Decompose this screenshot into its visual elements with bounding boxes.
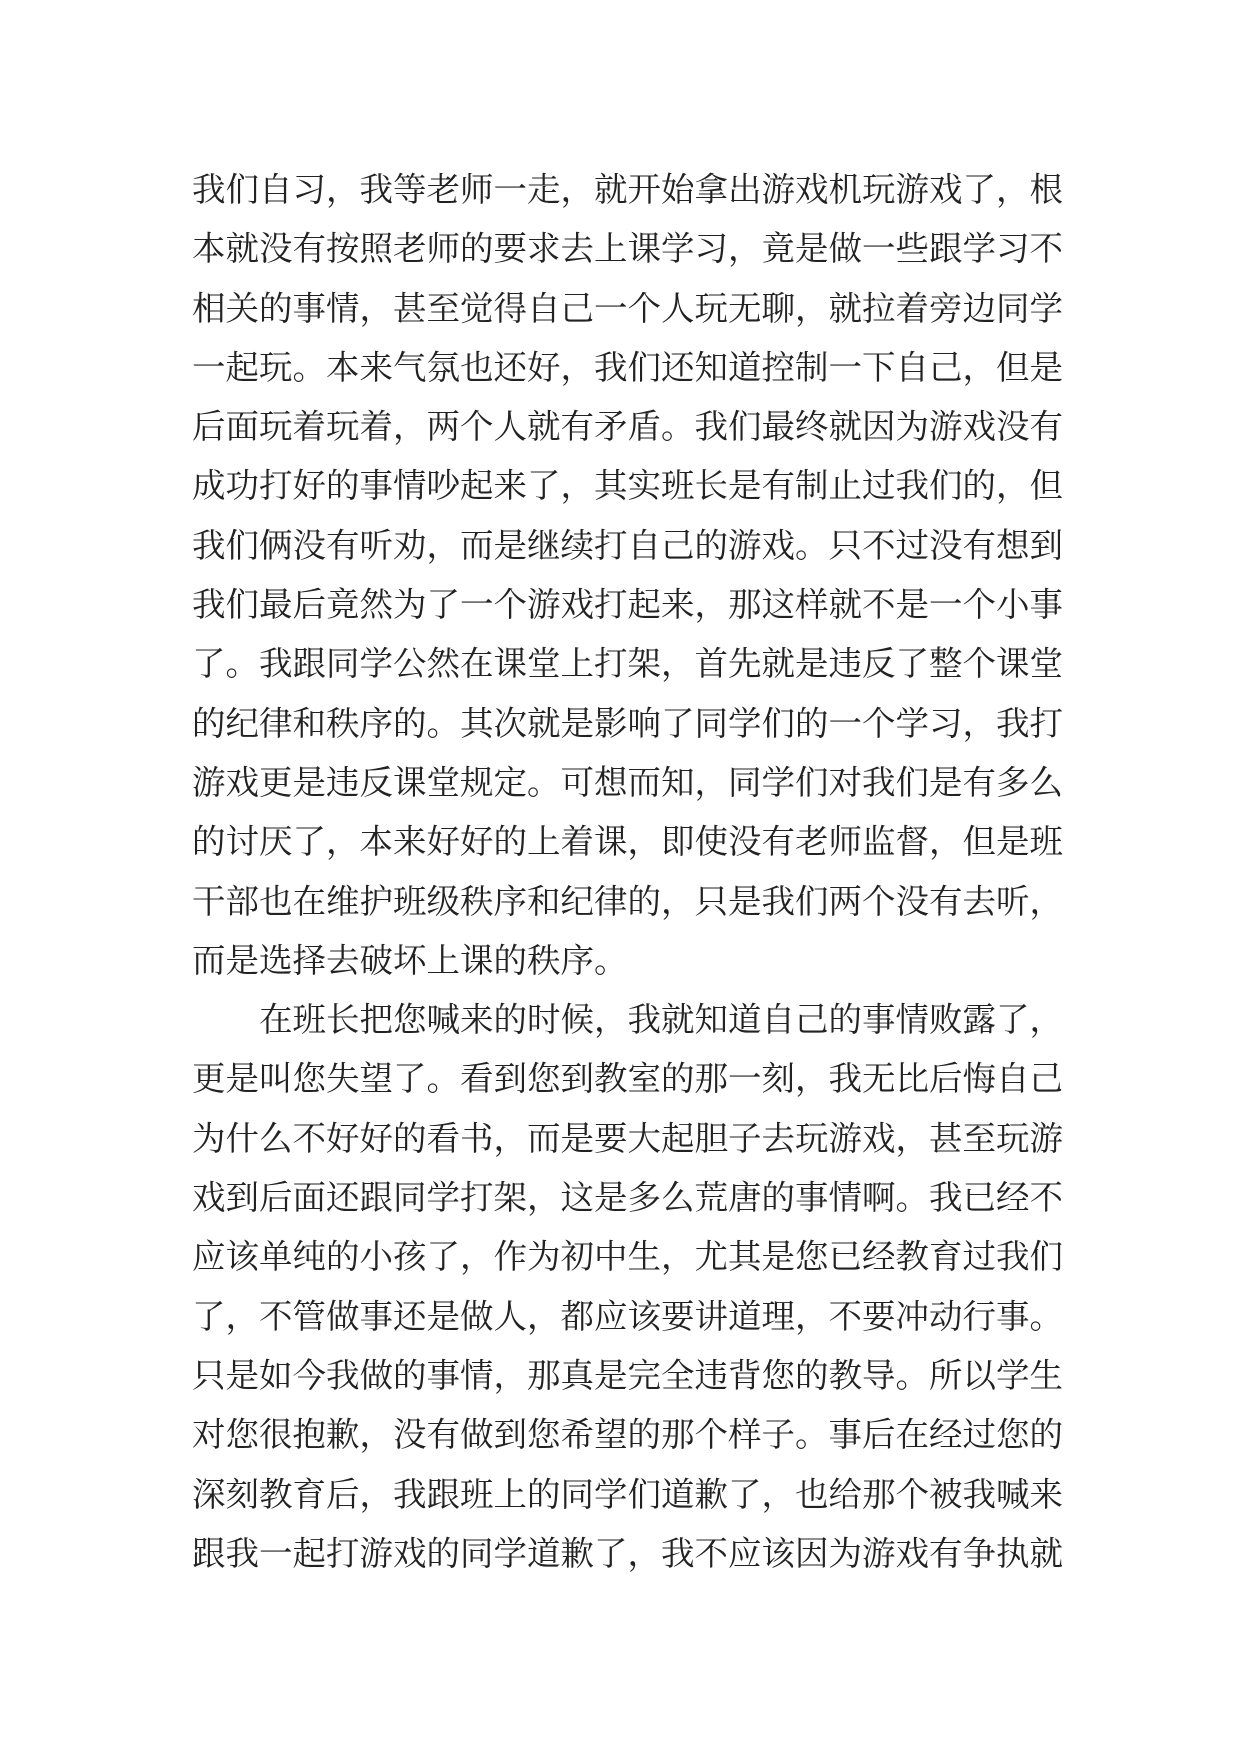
text-line: 游戏更是违反课堂规定。可想而知，同学们对我们是有多么 xyxy=(192,762,1063,802)
text-line: 一起玩。本来气氛也还好，我们还知道控制一下自己，但是 xyxy=(192,347,1063,387)
text-line: 应该单纯的小孩了，作为初中生，尤其是您已经教育过我们 xyxy=(192,1237,1063,1277)
text-line: 的讨厌了，本来好好的上着课，即使没有老师监督，但是班 xyxy=(192,822,1063,862)
text-line: 干部也在维护班级秩序和纪律的，只是我们两个没有去听， xyxy=(192,881,1063,921)
text-line: 更是叫您失望了。看到您到教室的那一刻，我无比后悔自己 xyxy=(192,1059,1063,1099)
body-text xyxy=(192,160,1063,1583)
text-line: 我们自习，我等老师一走，就开始拿出游戏机玩游戏了，根 xyxy=(192,170,1063,209)
text-line: 跟我一起打游戏的同学道歉了，我不应该因为游戏有争执就 xyxy=(192,1533,1063,1573)
text-line: 我们最后竟然为了一个游戏打起来，那这样就不是一个小事 xyxy=(192,585,1063,625)
text-line: 对您很抱歉，没有做到您希望的那个样子。事后在经过您的 xyxy=(192,1415,1063,1455)
text-line: 我们俩没有听劝，而是继续打自己的游戏。只不过没有想到 xyxy=(192,525,1063,565)
text-line: 了，不管做事还是做人，都应该要讲道理，不要冲动行事。 xyxy=(192,1296,1063,1336)
text-line: 相关的事情，甚至觉得自己一个人玩无聊，就拉着旁边同学 xyxy=(192,288,1063,328)
text-line: 的纪律和秩序的。其次就是影响了同学们的一个学习，我打 xyxy=(192,703,1063,743)
paragraph-1 xyxy=(192,160,1063,990)
text-line: 后面玩着玩着，两个人就有矛盾。我们最终就因为游戏没有 xyxy=(192,407,1063,447)
text-line: 为什么不好好的看书，而是要大起胆子去玩游戏，甚至玩游 xyxy=(192,1118,1063,1158)
text-line: 在班长把您喊来的时候，我就知道自己的事情败露了， xyxy=(259,1000,1063,1040)
text-line: 深刻教育后，我跟班上的同学们道歉了，也给那个被我喊来 xyxy=(192,1474,1063,1514)
text-line: 戏到后面还跟同学打架，这是多么荒唐的事情啊。我已经不 xyxy=(192,1178,1063,1218)
text-line: 了。我跟同学公然在课堂上打架，首先就是违反了整个课堂 xyxy=(192,644,1063,684)
text-line: 本就没有按照老师的要求去上课学习，竟是做一些跟学习不 xyxy=(192,229,1063,269)
paragraph-2 xyxy=(192,990,1063,1583)
text-line: 成功打好的事情吵起来了，其实班长是有制止过我们的，但 xyxy=(192,466,1063,506)
text-line: 而是选择去破坏上课的秩序。 xyxy=(192,940,628,980)
text-line: 只是如今我做的事情，那真是完全违背您的教导。所以学生 xyxy=(192,1355,1063,1395)
